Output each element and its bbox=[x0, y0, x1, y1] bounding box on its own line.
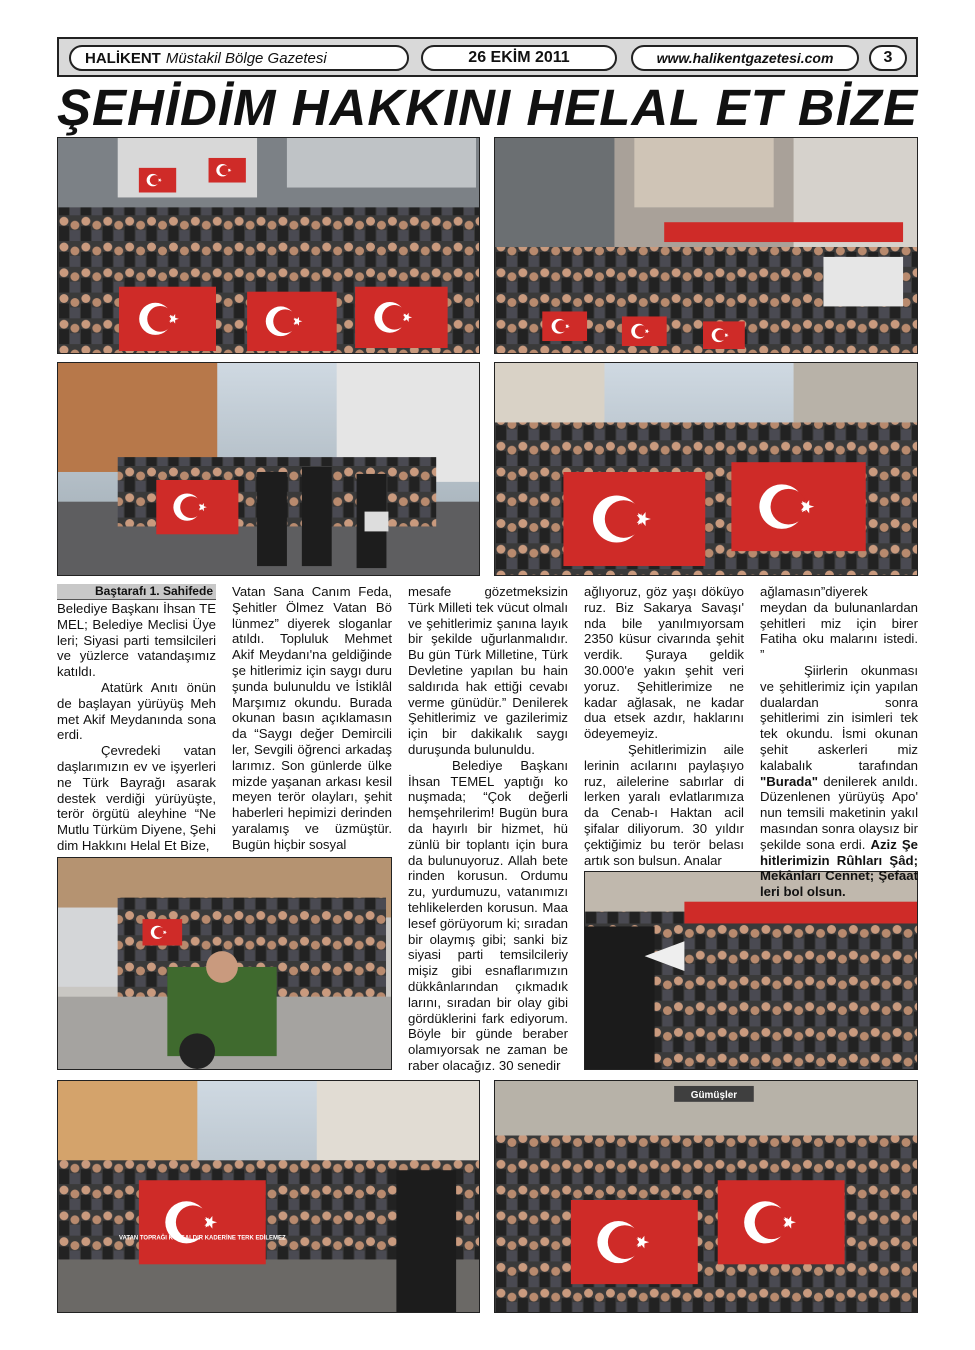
photo-march-front-row bbox=[57, 137, 480, 354]
article-emphasis: "Burada" bbox=[760, 773, 818, 789]
paper-name: HALİKENT bbox=[85, 49, 161, 67]
photo-crowd-prayer bbox=[494, 1080, 918, 1313]
article-col-2 bbox=[232, 584, 392, 853]
article-text: Şiirlerin okunması ve şehitlerimiz için yapılan dualardan sonra şehitlerimi zin isimleri tek tek okundu. İsmi okunan şehit askerleri miz kalabalık tarafından bbox=[760, 662, 918, 773]
article-paragraph: ağlıyoruz, göz yaşı döküyo ruz. Biz Sakarya Savaşı' nda bile yanılmıyorsam 2350 küsur civarında şehit verdik. Şuraya geldik 30.000'e yakın şehit veri yoruz. Şehitlerimize ne kadar ağlasak, ne kadar dua etsek azdır, haklarını ödeyemeyiz. bbox=[584, 584, 744, 742]
paper-name-pill bbox=[69, 45, 409, 71]
article-paragraph: Şehitlerimizin aile lerinin acılarını paylaşıyo ruz, ailelerine sabırlar di lerken yaralı evlatlarımıza da Cenab-ı Haktan acil şifalar diliyorum. 30 yıldır çektiğimiz bu terör belası artık son bulsun. Analar bbox=[584, 741, 744, 868]
photo-march-street-flags bbox=[494, 362, 918, 576]
headline: ŞEHİDİM HAKKINI HELAL ET BİZE bbox=[57, 79, 919, 136]
photo-march-wheelchair bbox=[57, 857, 392, 1070]
issue-date: 26 EKİM 2011 bbox=[421, 45, 617, 71]
article-paragraph bbox=[760, 663, 918, 900]
article-col-4 bbox=[584, 584, 744, 868]
article-col-5 bbox=[760, 584, 918, 900]
photo-march-banner bbox=[57, 1080, 480, 1313]
page-number: 3 bbox=[869, 45, 907, 71]
shop-sign-text: Gümüşler bbox=[690, 1089, 738, 1101]
article-col-1 bbox=[57, 584, 216, 854]
header-bar bbox=[57, 37, 918, 77]
article-paragraph: Atatürk Anıtı önün de başlayan yürüyüş Meh met Akif Meydanında sona erdi. bbox=[57, 679, 216, 743]
article-col-3 bbox=[408, 584, 568, 1074]
article-paragraph: Çevredeki vatan daşlarımızın ev ve işyerleri ne Türk Bayrağı asarak destek verdiği yürüyüşte, terör örgütü aleyhine “Ne Mutlu Türküm Diyene, Şehi dim Hakkını Helal Et Bize, bbox=[57, 743, 216, 853]
photo-megaphone-speech bbox=[584, 871, 918, 1070]
article-closing: Aziz Şe hitlerimizin Rûhları Şâd; Mekânları Cennet; Şefaat leri bol olsun. bbox=[760, 836, 918, 900]
photo-march-street-left bbox=[57, 362, 480, 576]
paper-subtitle: Müstakil Bölge Gazetesi bbox=[165, 49, 327, 67]
continued-badge: Baştarafı 1. Sahifede bbox=[57, 584, 216, 600]
article-text: denilerek anıldı. Düzenlenen yürüyüş Apo' nun temsili maketinin yakıl masından sonra olaysız bir şekilde sona erdi. bbox=[760, 773, 918, 852]
website-link[interactable]: www.halikentgazetesi.com bbox=[631, 45, 859, 71]
article-paragraph: mesafe gözetmeksizin Türk Milleti tek vücut olmalı ve şehitlerimiz şanına layık bir şekilde uğurlanmalıdır. Bu gün Türk Milletine, Türk Devletine yapılan bu hain saldırıda hak ettiği cevabı verme günüdür.” Denilerek Şehitlerimiz ve gazilerimiz için bir dakikalık saygı duruşunda bulunuldu. bbox=[408, 584, 568, 757]
article-paragraph: Belediye Başkanı İhsan TEMEL yaptığı ko nuşmada; “Çok değerli hemşehrilerim! Bugün bura da hayırlı bir hizmet, hü zünlü bir toplantı için bura da bulunuyoruz. Allah bete rinden korusun. Ordumu zu, yurdumuzu, vatanımızı tehlikelerden korusun. Maa lesef görüyorum ki; sıradan bir olaymış gibi; sanki biz siyasi parti temsilcileriy mişiz gibi esnaflarımızın dükkânlarından çıkmadık larını, sıradan bir olay gibi gördüklerini fark ediyorum. Böyle bir günde beraber olamıyorsak ne zaman be raber olacağız. 30 senedir bbox=[408, 757, 568, 1073]
photo-march-long-flag bbox=[494, 137, 918, 354]
article-paragraph: ağlamasın”diyerek meydan da bulunanlardan şehitleri miz için birer Fatiha oku malarını istedi. ” bbox=[760, 584, 918, 663]
banner-text: VATAN TOPRAĞI KUTSALDIR KADERİNE TERK EDİLEMEZ bbox=[119, 1235, 286, 1242]
article-paragraph: Vatan Sana Canım Feda, Şehitler Ölmez Vatan Bö lünmez” diyerek sloganlar atıldı. Topluluk Mehmet Akif Meydanı'na geldiğinde şe hitlerimiz için saygı duru şunda bulunuldu ve İstiklâl Marşımız okundu. Burada okunan basın açıklamasın da “Saygı değer Demircili ler, Sevgili öğrenci arkadaş larımız. Son günlerde ülke mizde yaşanan arkası kesil meyen terör olayları, şehit haberleri hepimizi derinden yaralamış ve üzmüştür. Bugün hiçbir sosyal bbox=[232, 584, 392, 852]
article-paragraph: Belediye Başkanı İhsan TE MEL; Belediye Meclisi Üye leri; Siyasi parti temsilcileri ve yüzlerce vatandaşımız katıldı. bbox=[57, 601, 216, 680]
